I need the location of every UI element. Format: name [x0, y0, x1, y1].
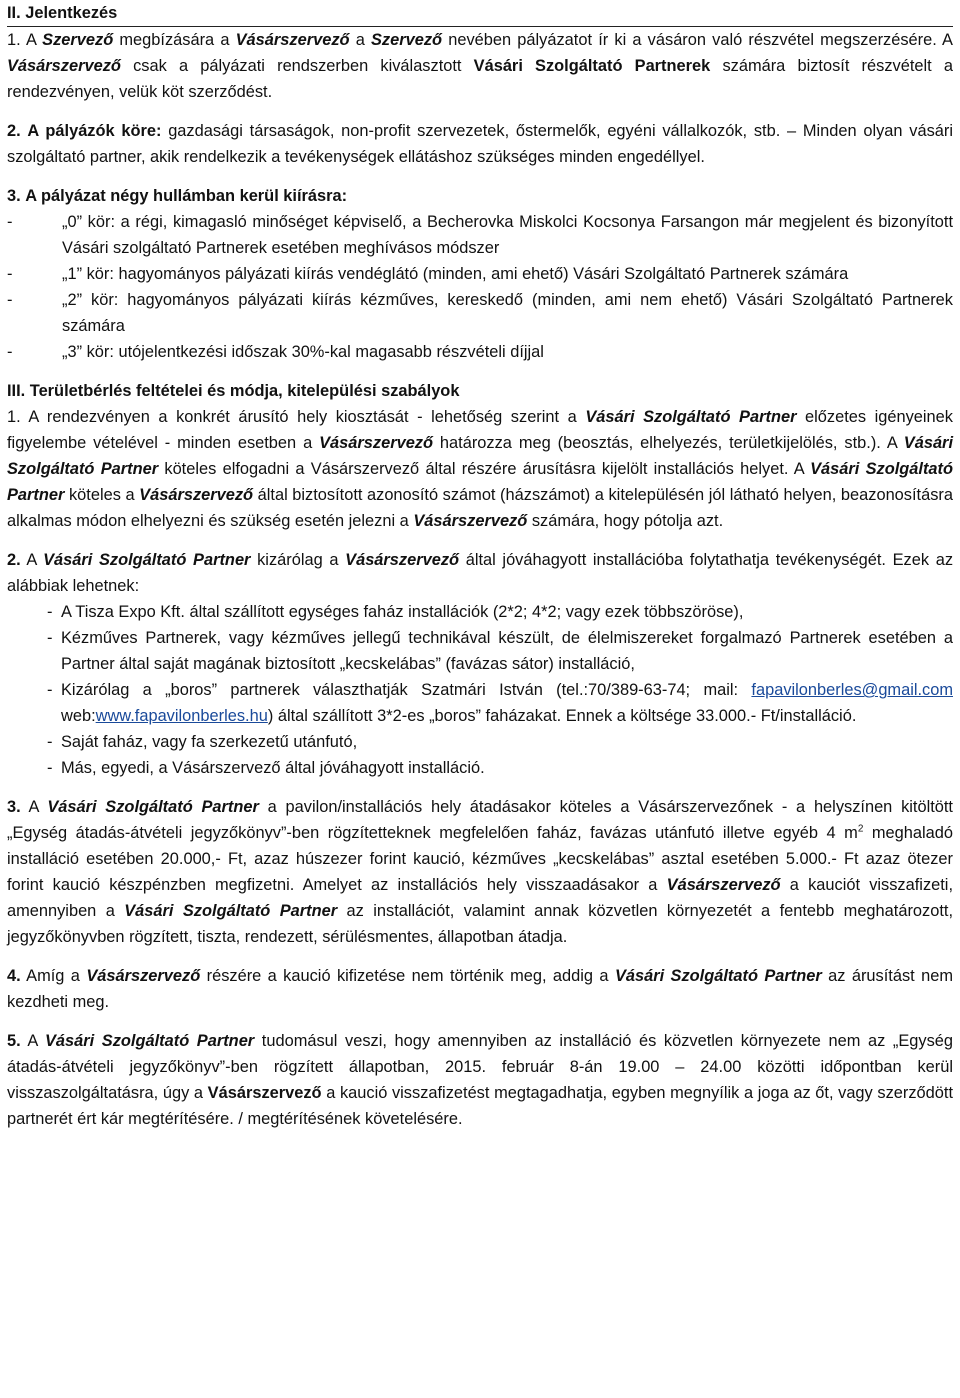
section-2-paragraph-2: 2. A pályázók köre: gazdasági társaságok, non-profit szervezetek, őstermelők, egyéni vállalkozók, stb. – Minden olyan vásári szolgáltató partner, akik rendelkezik a tevékenységek ellátáshoz szükséges minden engedéllyel.	[7, 122, 953, 166]
website-link[interactable]: www.fapavilonberles.hu	[95, 707, 268, 725]
round-item: - „0” kör: a régi, kimagasló minőséget képviselő, a Becherovka Miskolci Kocsonya Farsangon már megjelent és bizonyított Vásári szolgáltató Partnerek esetében meghívásos módszer	[7, 213, 953, 257]
installation-item: - Kizárólag a „boros” partnerek választhatják Szatmári István (tel.:70/389-63-74; mail: fapavilonberles@gmail.com web:www.fapavilonberles.hu) által szállított 3*2-es „boros” faházakat. Ennek a költsége 33.000.- Ft/installáció.	[47, 681, 953, 725]
section-3-paragraph-2: 2. A Vásári Szolgáltató Partner kizárólag a Vásárszervező által jóváhagyott installációba folytathatja tevékenységét. Ezek az alábbiak lehetnek:	[7, 551, 954, 595]
round-item: - „1” kör: hagyományos pályázati kiírás vendéglátó (minden, ami ehető) Vásári Szolgáltató Partnerek számára	[7, 265, 849, 283]
section-3-paragraph-3: 3. A Vásári Szolgáltató Partner a pavilon/installációs hely átadásakor köteles a Vásárszervezőnek - a helyszínen kitöltött „Egység átadás-átvételi jegyzőkönyv”-ben rögzítetteknek megfelelően faház, favázas utánfutó illetve egyéb 4 $m^2$ meghaladó installáció esetében 20.000,- Ft, azaz húszezer forint kaució, kézműves „kecskelábas” asztal esetében 5.000.- Ft azaz ötezer forint kaució készpénzben megfizetni. Amelyet az installációs hely visszaadásakor a Vásárszervező a kauciót visszafizeti, amennyiben a Vásári Szolgáltató Partner az installációt, valamint annak közvetlen környezetét a fentebb meghatározott, jegyzőkönyvben rögzített, tiszta, rendezett, sérülésmentes, állapotban átadja.	[7, 798, 953, 946]
email-link[interactable]: fapavilonberles@gmail.com	[751, 681, 953, 699]
section-3-paragraph-1: 1. A rendezvényen a konkrét árusító hely kiosztását - lehetőség szerint a Vásári Szolgáltató Partner előzetes igényeinek figyelembe vételével - minden esetben a Vásárszervező határozza meg (beosztás, elhelyezés, területkijelölés, stb.). A Vásári Szolgáltató Partner köteles elfogadni a Vásárszervező által részére árusításra kijelölt installációs helyet. A Vásári Szolgáltató Partner köteles a Vásárszervező által biztosított azonosító számot (házszámot) a kitelepülésén jól látható helyen, beazonosításra alkalmas módon elhelyezni és szükség esetén jelezni a Vásárszervező számára, hogy pótolja azt.	[7, 408, 953, 530]
document-page	[7, 0, 953, 1132]
round-item: - „3” kör: utójelentkezési időszak 30%-kal magasabb részvételi díjjal	[7, 343, 544, 361]
installation-item: - Más, egyedi, a Vásárszervező által jóváhagyott installáció.	[47, 759, 485, 777]
section-3-title: III. Területbérlés feltételei és módja, kitelepülési szabályok	[7, 382, 460, 400]
installation-item: - A Tisza Expo Kft. által szállított egységes faház installációk (2*2; 4*2; vagy ezek többszöröse),	[47, 603, 744, 621]
section-2-paragraph-3-heading: 3. A pályázat négy hullámban kerül kiírásra:	[7, 187, 348, 205]
section-2-title: II. Jelentkezés	[7, 0, 953, 27]
installation-item: - Kézműves Partnerek, vagy kézműves jellegű technikával készült, de élelmiszereket forgalmazó Partnerek esetében a Partner által saját magának biztosított „kecskelábas” (favázas sátor) installáció,	[47, 629, 953, 673]
installation-item: - Saját faház, vagy fa szerkezetű utánfutó,	[47, 733, 358, 751]
section-2-paragraph-1: 1. A Szervező megbízására a Vásárszervező a Szervező nevében pályázatot ír ki a vásáron való részvétel megszerzésére. A Vásárszervező csak a pályázati rendszerben kiválasztott Vásári Szolgáltató Partnerek számára biztosít részvételt a rendezvényen, velük köt szerződést.	[7, 31, 953, 101]
section-3-paragraph-5: 5. A Vásári Szolgáltató Partner tudomásul veszi, hogy amennyiben az installáció és közvetlen környezete nem az „Egység átadás-átvételi jegyzőkönyv”-ben rögzített állapotban, 2015. február 8-án 19.00 – 24.00 közötti időpontban kerül visszaszolgáltatásra, úgy a Vásárszervező a kaució visszafizetést megtagadhatja, egyben megnyílik a joga az őt, vagy szerződött partnerét ért kár megtérítésére. / megtérítésének követelésére.	[7, 1032, 953, 1128]
section-3-paragraph-4: 4. Amíg a Vásárszervező részére a kaució kifizetése nem történik meg, addig a Vásári Szolgáltató Partner az árusítást nem kezdheti meg.	[7, 967, 953, 1011]
round-item: - „2” kör: hagyományos pályázati kiírás kézműves, kereskedő (minden, ami nem ehető) Vásári Szolgáltató Partnerek számára	[7, 291, 953, 335]
